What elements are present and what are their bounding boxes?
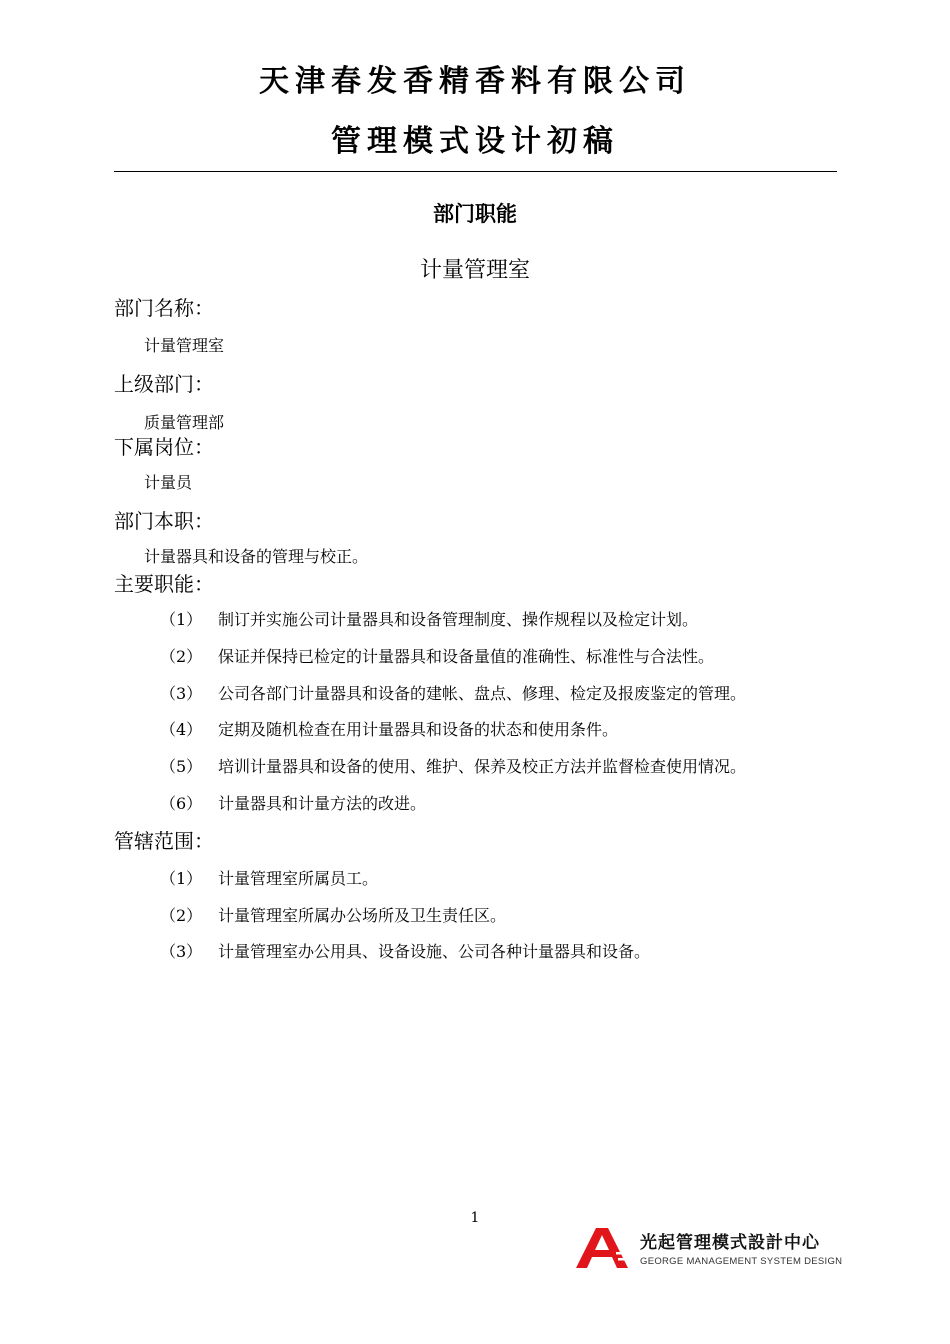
scope-item-3: （3） 计量管理室办公用具、设备设施、公司各种计量器具和设备。 — [160, 942, 651, 961]
document-subtitle: 管理模式设计初稿 — [331, 124, 619, 159]
scope-item-1: （1） 计量管理室所属员工。 — [160, 869, 379, 888]
function-item-5: （5） 培训计量器具和设备的使用、维护、保养及校正方法并监督检查使用情况。 — [160, 757, 747, 776]
scope-item-2: （2） 计量管理室所属办公场所及卫生责任区。 — [160, 906, 507, 925]
parent-dept-label: 上级部门： — [114, 372, 214, 396]
scope-label: 管辖范围： — [114, 829, 214, 853]
function-item-1: （1） 制订并实施公司计量器具和设备管理制度、操作规程以及检定计划。 — [160, 610, 699, 629]
dept-duty-value: 计量器具和设备的管理与校正。 — [144, 547, 369, 566]
main-functions-label: 主要职能： — [114, 572, 214, 596]
dept-name-label: 部门名称： — [114, 296, 214, 320]
company-title: 天津春发香精香料有限公司 — [259, 64, 691, 99]
function-item-3: （3） 公司各部门计量器具和设备的建帐、盘点、修理、检定及报废鉴定的管理。 — [160, 684, 747, 703]
sub-positions-label: 下属岗位： — [114, 435, 214, 459]
function-item-6: （6） 计量器具和计量方法的改进。 — [160, 794, 427, 813]
section-title: 部门职能 — [433, 202, 517, 226]
dept-duty-label: 部门本职： — [114, 509, 214, 533]
design-center-logo — [574, 1226, 843, 1272]
logo-english-text: GEORGE MANAGEMENT SYSTEM DESIGN — [640, 1256, 843, 1267]
sub-positions-value: 计量员 — [144, 473, 193, 492]
page-number: 1 — [470, 1210, 480, 1226]
function-item-4: （4） 定期及随机检查在用计量器具和设备的状态和使用条件。 — [160, 720, 619, 739]
logo-chinese-text: 光起管理模式設計中心 — [640, 1233, 820, 1253]
header-divider — [114, 171, 837, 172]
dept-name-value: 计量管理室 — [144, 336, 225, 355]
logo-a-mark-icon — [574, 1226, 634, 1270]
function-item-2: （2） 保证并保持已检定的计量器具和设备量值的准确性、标准性与合法性。 — [160, 647, 715, 666]
department-title: 计量管理室 — [419, 258, 530, 283]
parent-dept-value: 质量管理部 — [144, 413, 225, 432]
